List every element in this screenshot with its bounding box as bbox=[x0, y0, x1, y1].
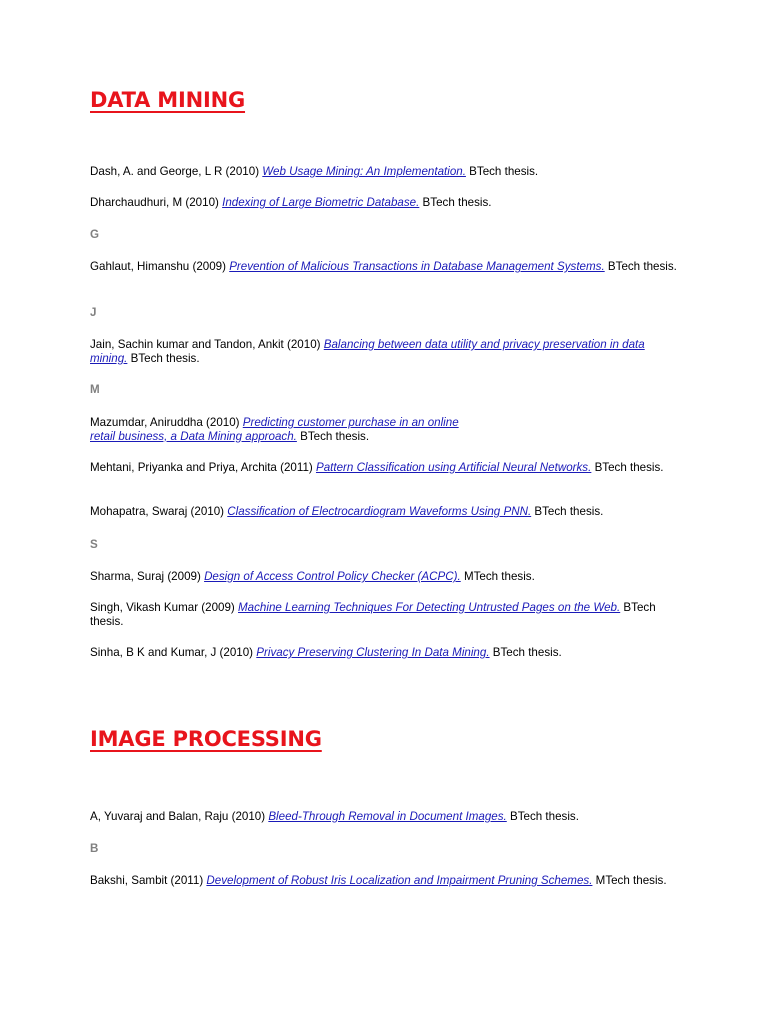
thesis-link[interactable]: Web Usage Mining: An Implementation. bbox=[262, 165, 466, 178]
citation-entry: Mazumdar, Aniruddha (2010) Predicting customer purchase in an online retail business, a Data Mining approach. BTech thesis. bbox=[90, 416, 459, 443]
thesis-link[interactable]: Design of Access Control Policy Checker (ACPC). bbox=[204, 570, 461, 583]
citation-entry: A, Yuvaraj and Balan, Raju (2010) Bleed-Through Removal in Document Images. BTech thesis. bbox=[90, 810, 579, 823]
citation-entry: Sinha, B K and Kumar, J (2010) Privacy Preserving Clustering In Data Mining. BTech thesis. bbox=[90, 646, 562, 659]
citation-entry: Dharchaudhuri, M (2010) Indexing of Large Biometric Database. BTech thesis. bbox=[90, 196, 492, 209]
thesis-link[interactable]: Indexing of Large Biometric Database. bbox=[222, 196, 420, 209]
section-heading-data-mining: DATA MINING bbox=[90, 88, 246, 112]
thesis-link[interactable]: Pattern Classification using Artificial Neural Networks. bbox=[315, 461, 592, 474]
citation-entry: Dash, A. and George, L R (2010) Web Usage Mining: An Implementation. BTech thesis. bbox=[90, 165, 539, 178]
index-letter-m: M bbox=[90, 383, 100, 396]
thesis-link[interactable]: Predicting customer purchase in an online retail business, a Data Mining approach. bbox=[90, 416, 459, 443]
thesis-link[interactable]: Bleed-Through Removal in Document Images. bbox=[268, 810, 507, 823]
thesis-link[interactable]: Privacy Preserving Clustering In Data Mining. bbox=[256, 646, 490, 659]
citation-entry: Sharma, Suraj (2009) Design of Access Control Policy Checker (ACPC). MTech thesis. bbox=[90, 570, 535, 583]
index-letter-j: J bbox=[90, 306, 97, 319]
index-letter-s: S bbox=[90, 538, 98, 551]
thesis-link[interactable]: Development of Robust Iris Localization and Impairment Pruning Schemes. bbox=[206, 874, 593, 887]
thesis-link[interactable]: Balancing between data utility and privacy preservation in data mining. bbox=[90, 338, 645, 365]
citation-entry: Mehtani, Priyanka and Priya, Archita (2011) Pattern Classification using Artificial Neural Networks. BTech thesis. bbox=[90, 461, 664, 474]
index-letter-g: G bbox=[90, 228, 100, 241]
citation-entry: Mohapatra, Swaraj (2010) Classification of Electrocardiogram Waveforms Using PNN. BTech thesis. bbox=[90, 505, 604, 518]
thesis-link[interactable]: Prevention of Malicious Transactions in Database Management Systems. bbox=[229, 260, 605, 273]
citation-entry: Bakshi, Sambit (2011) Development of Robust Iris Localization and Impairment Pruning Schemes. MTech thesis. bbox=[90, 874, 667, 887]
section-heading-image-processing: IMAGE PROCESSING bbox=[90, 727, 322, 751]
index-letter-b: B bbox=[90, 842, 99, 855]
citation-entry: Gahlaut, Himanshu (2009) Prevention of Malicious Transactions in Database Management Systems. BTech thesis. bbox=[90, 260, 677, 273]
thesis-link[interactable]: Classification of Electrocardiogram Waveforms Using PNN. bbox=[227, 505, 532, 518]
citation-entry: Jain, Sachin kumar and Tandon, Ankit (2010) Balancing between data utility and privacy preservation in data mining. BTech thesis. bbox=[90, 338, 645, 365]
thesis-link[interactable]: Machine Learning Techniques For Detecting Untrusted Pages on the Web. bbox=[238, 601, 621, 614]
citation-entry: Singh, Vikash Kumar (2009) Machine Learning Techniques For Detecting Untrusted Pages on the Web. BTech thesis. bbox=[90, 601, 656, 628]
